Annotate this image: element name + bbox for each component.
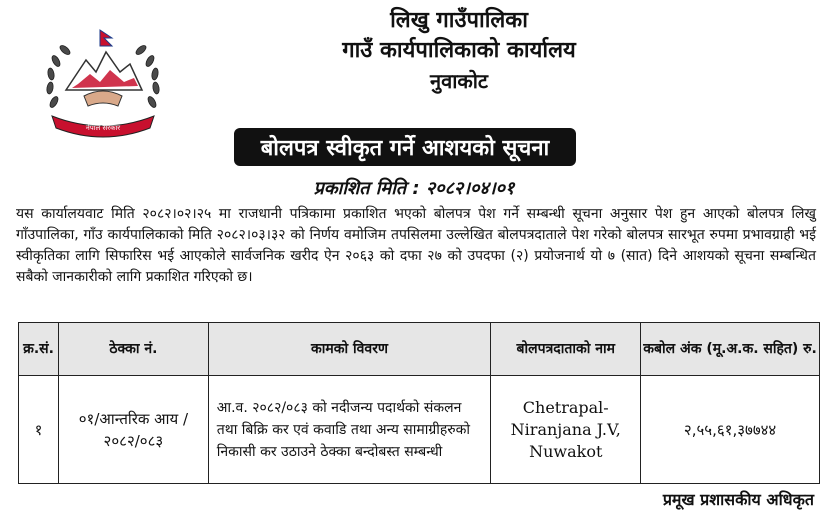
published-date: प्रकाशित मिति : २०८२।०४।०१ bbox=[313, 178, 515, 199]
district-name: नुवाकोट bbox=[429, 69, 489, 93]
table-header-row bbox=[19, 323, 820, 376]
notice-body-text: यस कार्यालयवाट मिति २०८२।०२।२५ मा राजधानी पत्रिकामा प्रकाशित भएको बोलपत्र पेश गर्ने सम्बन्धी सूचना अनुसार पेश हुन आएको बोलपत्र लिखु गाँउपालिका, गाँउ कार्यपालिकाको मिति २०८२।०३।३२ को निर्णय वमोजिम तपसिलमा उल्लेखित बोलपत्रदाताले पेश गरेको बोलपत्र सारभूत रुपमा प्रभावग्राही भई स्वीकृतिका लागि सिफारिस भई आएकोले सार्वजनिक खरीद ऐन २०६३ को दफा २७ को उपदफा (२) प्रयोजनार्थ यो ७ (सात) दिने आशयको सूचना सम्बन्धित सबैको जानकारीको लागि प्रकाशित गरिएको छ। bbox=[16, 206, 816, 285]
signatory-title: प्रमूख प्रशासकीय अधिकृत bbox=[662, 490, 814, 509]
header-bid-amount: कबोल अंक (मू.अ.क. सहित) रु. bbox=[641, 323, 820, 376]
municipality-name: लिखु गाउँपालिका bbox=[390, 8, 528, 33]
header-serial-number: क्र.सं. bbox=[19, 323, 59, 376]
cell-serial-number: १ bbox=[19, 376, 59, 484]
cell-bidder-name: Chetrapal-Niranjana J.V, Nuwakot bbox=[491, 376, 641, 484]
notice-title-banner: बोलपत्र स्वीकृत गर्ने आशयको सूचना bbox=[234, 128, 576, 166]
header-bidder-name: बोलपत्रदाताको नाम bbox=[491, 323, 641, 376]
header-contract-number: ठेक्का नं. bbox=[58, 323, 208, 376]
office-name: गाउँ कार्यपालिकाको कार्यालय bbox=[342, 38, 576, 63]
cell-contract-number: ०१/आन्तरिक आय /२०८२/०८३ bbox=[58, 376, 208, 484]
nepal-government-emblem bbox=[38, 24, 168, 142]
cell-work-description: आ.व. २०८२/०८३ को नदीजन्य पदार्थको संकलन तथा बिक्रि कर एवं कवाडि तथा अन्य सामाग्रीहरुको निकासी कर उठाउने ठेक्का बन्दोबस्त सम्बन्धी bbox=[208, 376, 491, 484]
emblem-ribbon-text: नेपाल सरकार bbox=[85, 124, 121, 132]
table-row bbox=[19, 376, 820, 484]
office-header bbox=[150, 6, 768, 96]
header-work-description: कामको विवरण bbox=[208, 323, 491, 376]
cell-bid-amount: २,५५,६१,३७७४४ bbox=[641, 376, 820, 484]
bid-acceptance-table bbox=[18, 322, 820, 484]
